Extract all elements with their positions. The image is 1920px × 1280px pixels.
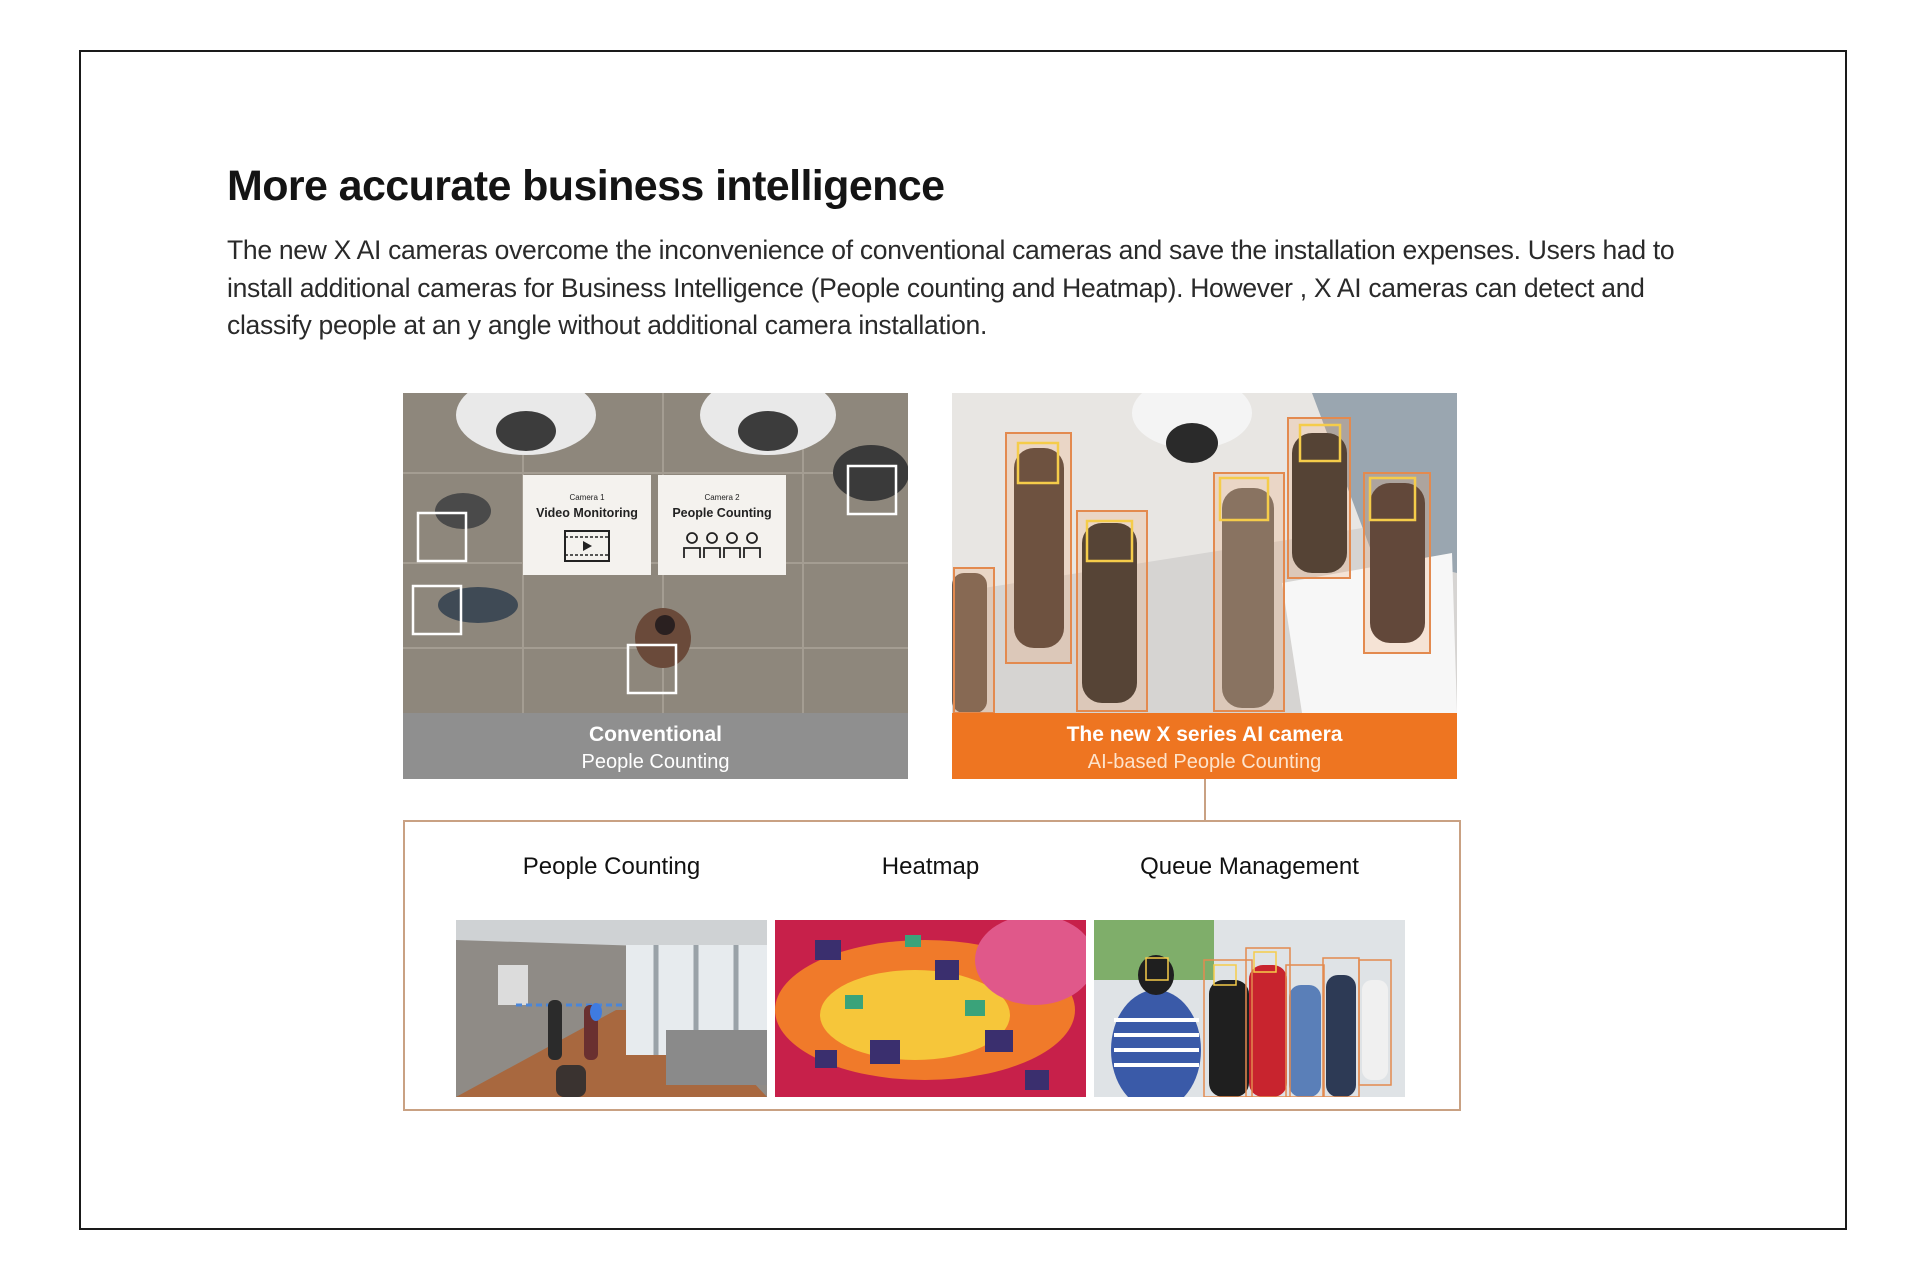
camera2-tag: Camera 2 [704, 493, 740, 502]
conventional-subtitle: People Counting [581, 751, 730, 773]
page-title: More accurate business intelligence [227, 162, 945, 210]
people-counting-image [456, 920, 767, 1097]
queue-management-image [1094, 920, 1405, 1097]
conventional-photo [403, 393, 908, 713]
connector-line [1204, 779, 1206, 820]
ai-camera-panel [952, 393, 1457, 779]
conventional-panel [403, 393, 908, 779]
conventional-title: Conventional [588, 723, 722, 746]
camera2-label: People Counting [672, 506, 772, 520]
ai-camera-title: The new X series AI camera [1066, 723, 1343, 746]
ai-camera-caption [952, 713, 1457, 779]
feature-label: People Counting [522, 853, 701, 880]
feature-label: Queue Management [1140, 853, 1359, 880]
description-text: The new X AI cameras overcome the inconvenience of conventional cameras and save the installation expenses. Users had to install additional cameras for Business Intelligence (People counting and Heatmap). However , X AI cameras can detect and classify people at an y angle without additional camera installation. [227, 235, 1675, 340]
camera1-tag: Camera 1 [569, 493, 605, 502]
feature-people-counting [456, 850, 767, 884]
feature-queue-management [1094, 850, 1405, 884]
ai-camera-photo [952, 393, 1457, 713]
heatmap-image [775, 920, 1086, 1097]
feature-heatmap [775, 850, 1086, 884]
feature-label: Heatmap [881, 853, 980, 880]
conventional-caption [403, 713, 908, 779]
camera1-label: Video Monitoring [536, 506, 638, 520]
features-box [403, 820, 1461, 1111]
ai-camera-subtitle: AI-based People Counting [1087, 751, 1322, 773]
